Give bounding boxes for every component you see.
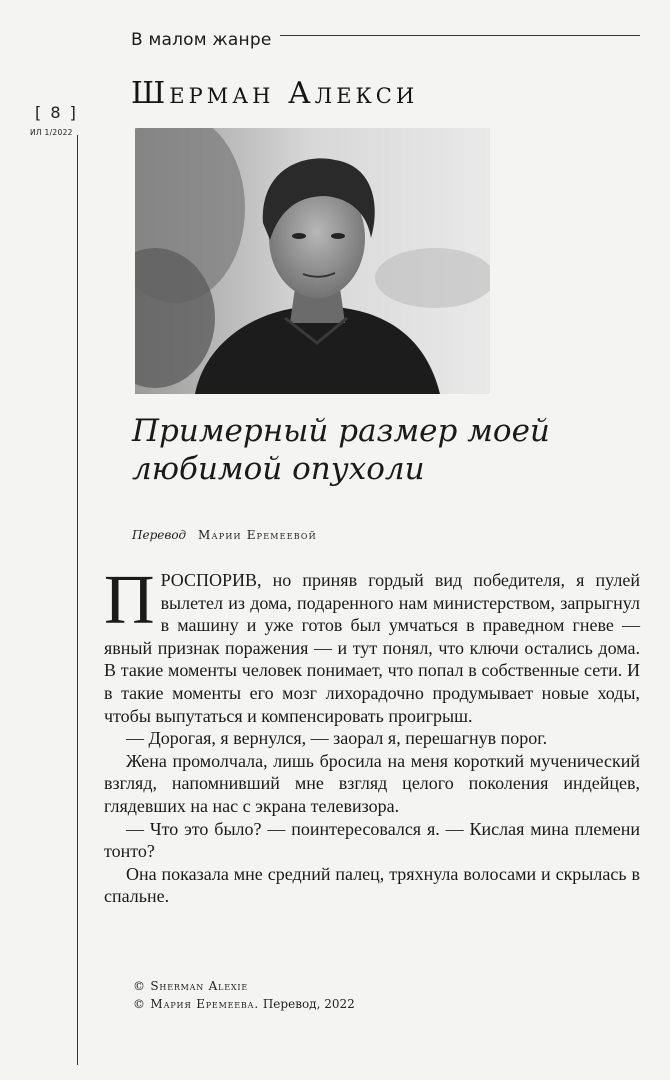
copyright-translator-name: © Мария Еремеева.	[133, 997, 260, 1011]
paragraph: — Что это было? — поинтересовался я. — Кислая мина племени тонто?	[104, 818, 640, 862]
copyright-translator	[133, 995, 355, 1013]
paragraph: Она показала мне средний палец, тряхнула волосами и скрылась в спальне.	[104, 863, 640, 907]
copyright-author: © Sherman Alexie	[133, 979, 248, 993]
copyright-translator-rest: Перевод, 2022	[262, 997, 355, 1011]
issue-label: ИЛ 1/2022	[30, 128, 73, 137]
author-name: Шерман Алекси	[131, 76, 419, 111]
translator-credit	[132, 528, 317, 542]
section-title: В малом жанре	[131, 30, 272, 50]
paragraph: — Дорогая, я вернулся, — заорал я, перешагнув порог.	[126, 728, 548, 749]
paragraph	[104, 562, 640, 727]
paragraph: Жена промолчала, лишь бросила на меня короткий мученический взгляд, напомнивший мне взгляд целого поколения индейцев, глядевших на нас с экрана телевизора.	[104, 750, 640, 816]
author-photo	[135, 128, 490, 394]
drop-cap: П	[104, 562, 155, 639]
translator-label: Перевод	[132, 528, 187, 542]
translator-name: Марии Еремеевой	[198, 528, 317, 542]
article-title: Примерный размер моей любимой опухоли	[132, 413, 550, 487]
header-rule	[280, 35, 640, 36]
first-paragraph-text: РОСПОРИВ, но приняв гордый вид победителя, я пулей вылетел из дома, подаренного нам министерством, запрыгнул в машину и уже готов был умчаться в праведном гневе — явный признак поражения — и тут понял, что ключи остались дома. В такие моменты человек понимает, что попал в собственные сети. И в такие моменты его мозг лихорадочно продумывает новые ходы, чтобы выпутаться и компенсировать проигрыш.	[104, 570, 640, 726]
margin-rule	[77, 135, 78, 1065]
page-number: [ 8 ]	[35, 103, 78, 122]
copyright-block	[133, 977, 355, 1013]
article-body	[104, 562, 640, 908]
